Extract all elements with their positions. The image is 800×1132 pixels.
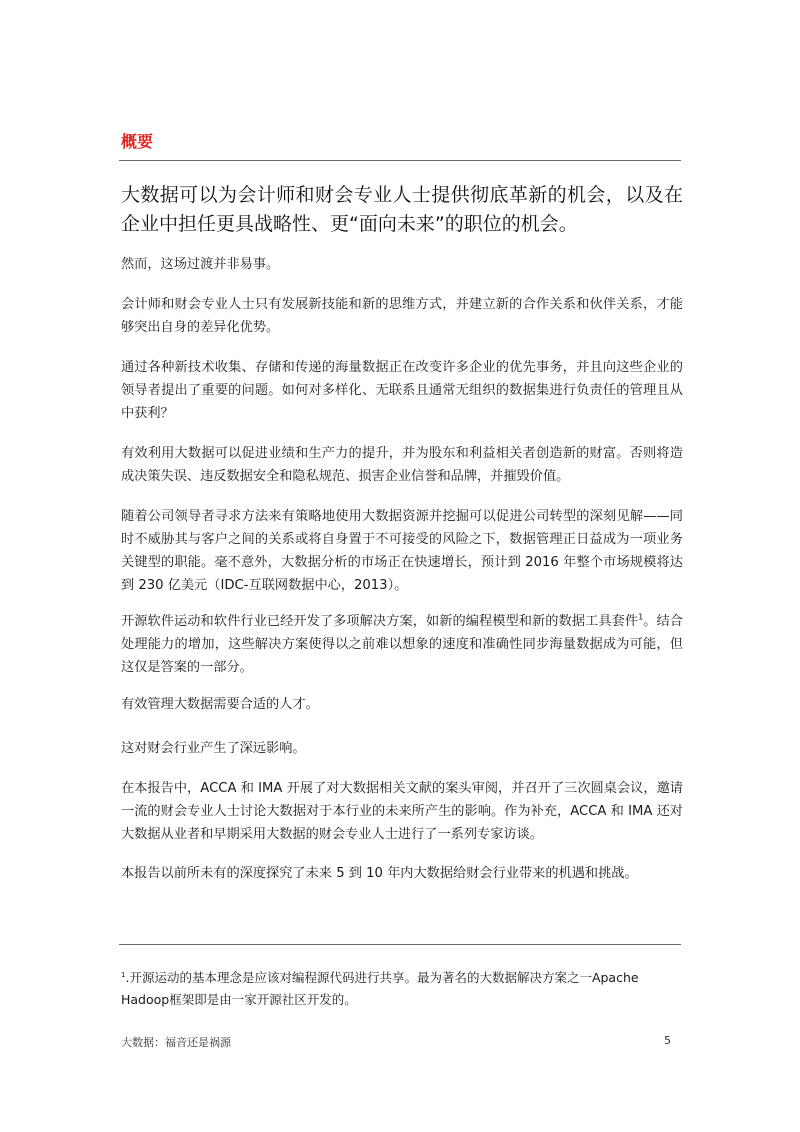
section-heading: 概要 [121,132,154,151]
footnote [121,967,683,1011]
paragraph-3: 通过各种新技术收集、存储和传递的海量数据正在改变许多企业的优先事务，并且向这些企业的领导者提出了重要的问题。如何对多样化、无联系且通常无组织的数据集进行负责任的管理且从中获利？ [121,360,683,421]
paragraph-10: 本报告以前所未有的深度探究了未来 5 到 10 年内大数据给财会行业带来的机遇和挑战。 [121,866,638,881]
footnote-text: .开源运动的基本理念是应该对编程源代码进行共享。最为著名的大数据解决方案之一Apache Hadoop框架即是由一家开源社区开发的。 [121,970,639,1007]
paragraph-4: 有效利用大数据可以促进业绩和生产力的提升，并为股东和利益相关者创造新的财富。否则将造成决策失误、违反数据安全和隐私规范、损害企业信誉和品牌，并摧毁价值。 [121,446,683,484]
paragraph-9: 在本报告中，ACCA 和 IMA 开展了对大数据相关文献的案头审阅，并召开了三次圆桌会议，邀请一流的财会专业人士讨论大数据对于本行业的未来所产生的影响。作为补充，ACCA 和 IMA 还对大数据从业者和早期采用大数据的财会专业人士进行了一系列专家访谈。 [121,781,683,842]
footnote-reference: 1 [638,612,644,622]
paragraph-6 [121,610,683,679]
paragraph-6-text: 开源软件运动和软件行业已经开发了多项解决方案，如新的编程模型和新的数据工具套件 [121,614,639,629]
paragraph-7: 有效管理大数据需要合适的人才。 [121,697,319,712]
page-number: 5 [664,1034,671,1047]
paragraph-6-rest: 。结合处理能力的增加，这些解决方案使得以之前难以想象的速度和准确性同步海量数据成为可能，但这仅是答案的一部分。 [121,614,683,675]
footer-title: 大数据：福音还是祸源 [121,1036,231,1049]
paragraph-5: 随着公司领导者寻求方法来有策略地使用大数据资源并挖掘可以促进公司转型的深刻见解——同时不威胁其与客户之间的关系或将自身置于不可接受的风险之下，数据管理正日益成为一项业务关键型的职能。毫不意外，大数据分析的市场正在快速增长，预计到 2016 年整个市场规模将达到 230 亿美元（IDC-互联网数据中心，2013）。 [121,509,683,593]
footnote-marker: 1 [121,970,126,979]
lead-statement: 大数据可以为会计师和财会专业人士提供彻底革新的机会，以及在企业中担任更具战略性、更“面向未来”的职位的机会。 [121,184,683,235]
paragraph-8: 这对财会行业产生了深远影响。 [121,741,306,756]
paragraph-2: 会计师和财会专业人士只有发展新技能和新的思维方式，并建立新的合作关系和伙伴关系，才能够突出自身的差异化优势。 [121,297,683,335]
footnote-divider [119,944,681,945]
paragraph-1: 然而，这场过渡并非易事。 [121,257,280,272]
heading-divider [119,160,681,161]
